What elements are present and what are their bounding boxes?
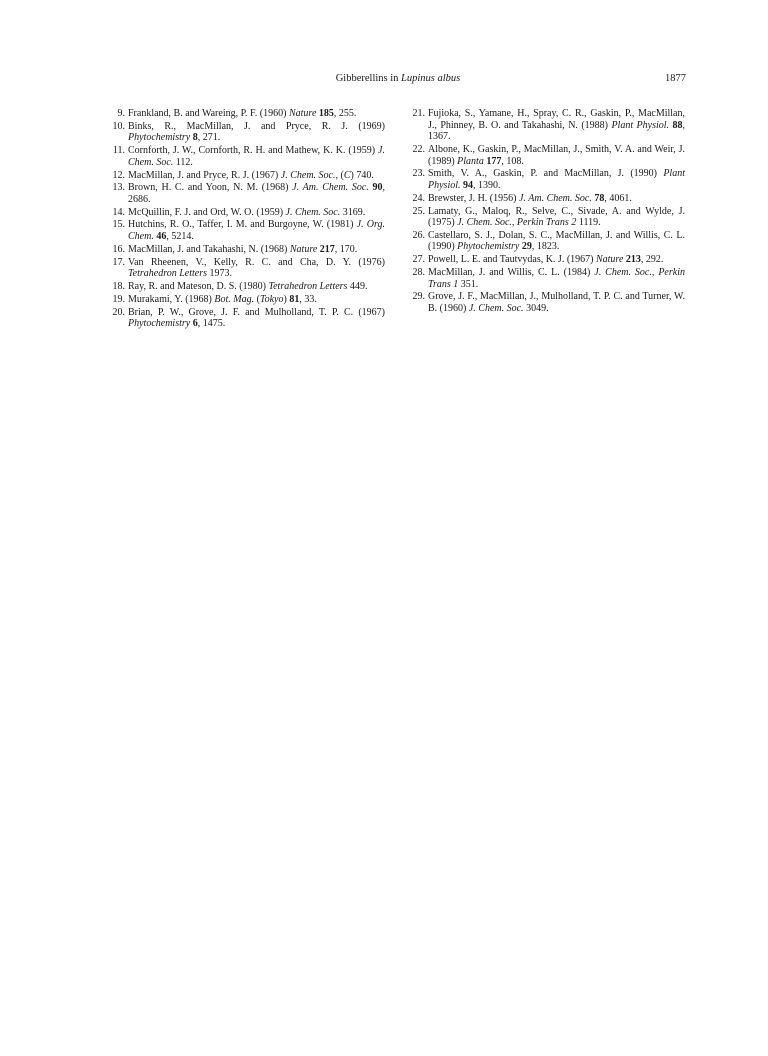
reference-segment: 112. <box>173 156 193 168</box>
reference-volume: 90 <box>372 182 383 194</box>
reference-segment: Castellaro, S. J., Dolan, S. C., MacMillan, J. and Willis, C. L. (1990) <box>428 229 685 253</box>
reference-number: 24. <box>412 192 425 204</box>
reference-segment: Ray, R. and Mateson, D. S. (1980) <box>128 281 269 292</box>
reference-segment: , 4061. <box>604 192 632 204</box>
reference-volume: 78 <box>594 192 605 204</box>
reference-volume: 29 <box>521 241 532 253</box>
reference-volume: 8 <box>192 132 198 144</box>
reference-entry <box>410 206 685 229</box>
reference-journal: C <box>343 169 351 181</box>
reference-segment: Brewster, J. H. (1956) <box>428 192 519 204</box>
reference-text <box>128 307 385 330</box>
reference-number: 29. <box>412 291 425 303</box>
reference-journal: Tetrahedron Letters <box>128 268 207 280</box>
reference-text <box>428 144 685 167</box>
reference-text <box>428 193 685 205</box>
reference-volume: 177 <box>486 155 502 167</box>
reference-segment: ( <box>337 169 344 181</box>
reference-number: 17. <box>112 256 125 268</box>
reference-text <box>128 170 385 182</box>
reference-segment: MacMillan, J. and Willis, C. L. (1984) <box>428 267 595 279</box>
reference-volume: 213 <box>625 254 641 266</box>
reference-text <box>128 244 385 256</box>
reference-text <box>428 254 685 266</box>
reference-entry <box>110 207 385 219</box>
reference-entry <box>410 254 685 266</box>
reference-entry <box>410 168 685 191</box>
reference-segment: Lamaty, G., Maloq, R., Selve, C., Sivade, A. and Wylde, J. (1975) <box>428 205 685 229</box>
reference-volume: 81 <box>289 293 300 305</box>
running-title-species: Lupinus albus <box>401 73 461 84</box>
reference-entry <box>410 230 685 253</box>
reference-text <box>128 145 385 168</box>
reference-journal: J. Chem. Soc., <box>280 169 338 181</box>
reference-number: 14. <box>112 206 125 218</box>
reference-text <box>428 108 685 143</box>
reference-entry <box>110 219 385 242</box>
reference-number: 15. <box>112 219 125 231</box>
reference-journal: Nature <box>289 243 318 255</box>
reference-segment: 449. <box>347 281 368 292</box>
reference-number: 12. <box>112 169 125 181</box>
reference-text <box>428 168 685 191</box>
reference-segment: Brown, H. C. and Yoon, N. M. (1968) <box>128 182 293 194</box>
reference-journal: J. Chem. Soc. <box>285 206 341 218</box>
reference-segment: , 2686. <box>128 182 386 205</box>
reference-volume: 88 <box>672 119 683 131</box>
reference-entry <box>410 291 685 314</box>
reference-journal: Plant Physiol. <box>611 119 670 131</box>
reference-journal: Nature <box>595 254 624 266</box>
reference-segment: Van Rheenen, V., Kelly, R. C. and Cha, D. Y. (1976) <box>128 256 385 268</box>
reference-segment: McQuillin, F. J. and Ord, W. O. (1959) <box>128 206 286 218</box>
reference-segment: ) <box>283 293 290 305</box>
reference-segment: Frankland, B. and Wareing, P. F. (1960) <box>128 108 289 119</box>
reference-number: 22. <box>412 143 425 155</box>
reference-text <box>128 294 385 306</box>
reference-segment: Cornforth, J. W., Cornforth, R. H. and Mathew, K. K. (1959) <box>128 145 379 157</box>
reference-segment: Brian, P. W., Grove, J. F. and Mulholland, T. P. C. (1967) <box>128 306 385 318</box>
reference-journal: Phytochemistry <box>128 318 191 330</box>
reference-journal: J. Am. Chem. Soc. <box>292 182 369 194</box>
reference-journal: Nature <box>288 108 317 119</box>
reference-entry <box>110 121 385 144</box>
reference-segment: 3169. <box>340 206 366 218</box>
reference-segment: , 5214. <box>166 231 194 243</box>
reference-text <box>128 257 385 280</box>
reference-journal: J. Org. Chem. <box>128 219 385 243</box>
reference-volume: 94 <box>463 179 473 191</box>
reference-number: 19. <box>112 293 125 305</box>
reference-entry <box>410 108 685 143</box>
reference-text <box>128 281 385 293</box>
reference-segment: , 33. <box>299 293 317 305</box>
reference-text <box>128 121 385 144</box>
reference-text <box>128 219 385 242</box>
reference-entry <box>410 144 685 167</box>
reference-journal: Tokyo <box>259 293 284 305</box>
reference-journal: Bot. Mag. <box>214 293 255 305</box>
reference-volume: 46 <box>156 231 167 243</box>
reference-segment: 1119. <box>576 217 601 229</box>
running-title-prefix: Gibberellins in <box>335 73 402 84</box>
reference-number: 16. <box>112 243 125 255</box>
reference-segment: 351. <box>458 278 479 290</box>
page-number: 1877 <box>665 73 686 84</box>
reference-number: 27. <box>412 254 425 266</box>
reference-entry <box>110 257 385 280</box>
reference-journal: J. Am. Chem. Soc. <box>518 192 592 204</box>
reference-journal: J. Chem. Soc., Perkin Trans 1 <box>428 267 685 290</box>
reference-journal: Phytochemistry <box>128 132 191 144</box>
reference-entry <box>110 244 385 256</box>
reference-number: 9. <box>117 108 125 119</box>
reference-journal: Tetrahedron Letters <box>268 281 348 292</box>
reference-segment: 3049. <box>523 303 549 314</box>
reference-number: 23. <box>412 168 425 180</box>
reference-journal: J. Chem. Soc. <box>468 303 524 314</box>
reference-segment: , 255. <box>333 108 357 119</box>
reference-segment: , 170. <box>334 243 358 255</box>
reference-text <box>428 206 685 229</box>
reference-number: 10. <box>112 120 125 132</box>
reference-journal: J. Chem. Soc., Perkin Trans 2 <box>457 217 577 229</box>
reference-number: 28. <box>412 267 425 279</box>
reference-journal: Phytochemistry <box>457 241 520 253</box>
reference-entry <box>410 193 685 205</box>
reference-segment: , 1823. <box>531 241 560 253</box>
running-title <box>110 72 686 86</box>
reference-segment: Powell, L. E. and Tautvydas, K. J. (1967) <box>428 254 596 266</box>
reference-number: 21. <box>412 108 425 119</box>
reference-segment: Smith, V. A., Gaskin, P. and MacMillan, J. (1990) <box>428 168 664 180</box>
reference-segment: , 271. <box>197 132 221 144</box>
reference-segment: Binks, R., MacMillan, J. and Pryce, R. J. (1969) <box>128 120 385 132</box>
reference-entry <box>110 182 385 205</box>
reference-text <box>128 207 385 219</box>
reference-segment: , 1390. <box>473 179 501 191</box>
reference-segment: MacMillan, J. and Pryce, R. J. (1967) <box>128 169 281 181</box>
reference-journal: Planta <box>457 155 484 167</box>
reference-segment: 1973. <box>207 268 232 280</box>
reference-entry <box>110 294 385 306</box>
reference-volume: 185 <box>318 108 334 119</box>
reference-text <box>128 108 385 120</box>
reference-entry <box>110 307 385 330</box>
reference-journal: J. Chem. Soc. <box>128 145 385 168</box>
reference-segment: Hutchins, R. O., Taffer, I. M. and Burgoyne, W. (1981) <box>128 219 357 231</box>
reference-journal: Plant Physiol. <box>428 168 685 191</box>
reference-entry <box>110 170 385 182</box>
reference-segment: Fujioka, S., Yamane, H., Spray, C. R., Gaskin, P., MacMillan, J., Phinney, B. O. and Takahashi, N. (1988) <box>428 108 685 131</box>
reference-segment: ( <box>254 293 260 305</box>
reference-segment: ) 740. <box>350 169 374 181</box>
reference-entry <box>110 145 385 168</box>
reference-entry <box>410 267 685 290</box>
running-header <box>110 72 686 86</box>
reference-segment: Albone, K., Gaskin, P., MacMillan, J., Smith, V. A. and Weir, J. (1989) <box>428 143 685 167</box>
reference-entry <box>110 281 385 293</box>
reference-text <box>128 182 385 205</box>
reference-segment: , 108. <box>501 155 524 167</box>
reference-text <box>428 267 685 290</box>
reference-text <box>428 230 685 253</box>
references-left-column <box>110 108 385 331</box>
reference-entry <box>110 108 385 120</box>
reference-number: 11. <box>112 145 125 157</box>
reference-segment: MacMillan, J. and Takahashi, N. (1968) <box>128 243 290 255</box>
references-right-column <box>410 108 685 316</box>
reference-number: 26. <box>412 229 425 241</box>
reference-segment: Murakami, Y. (1968) <box>128 293 215 305</box>
reference-number: 18. <box>112 281 125 292</box>
reference-text <box>428 291 685 314</box>
reference-segment: , 292. <box>640 254 664 266</box>
reference-segment: Grove, J. F., MacMillan, J., Mulholland, T. P. C. and Turner, W. B. (1960) <box>428 291 685 314</box>
reference-segment: , 1475. <box>197 318 226 330</box>
reference-volume: 6 <box>192 318 198 330</box>
reference-number: 20. <box>112 306 125 318</box>
reference-number: 13. <box>112 182 125 194</box>
reference-segment: , 1367. <box>428 119 685 143</box>
reference-number: 25. <box>412 205 425 217</box>
reference-volume: 217 <box>319 243 335 255</box>
